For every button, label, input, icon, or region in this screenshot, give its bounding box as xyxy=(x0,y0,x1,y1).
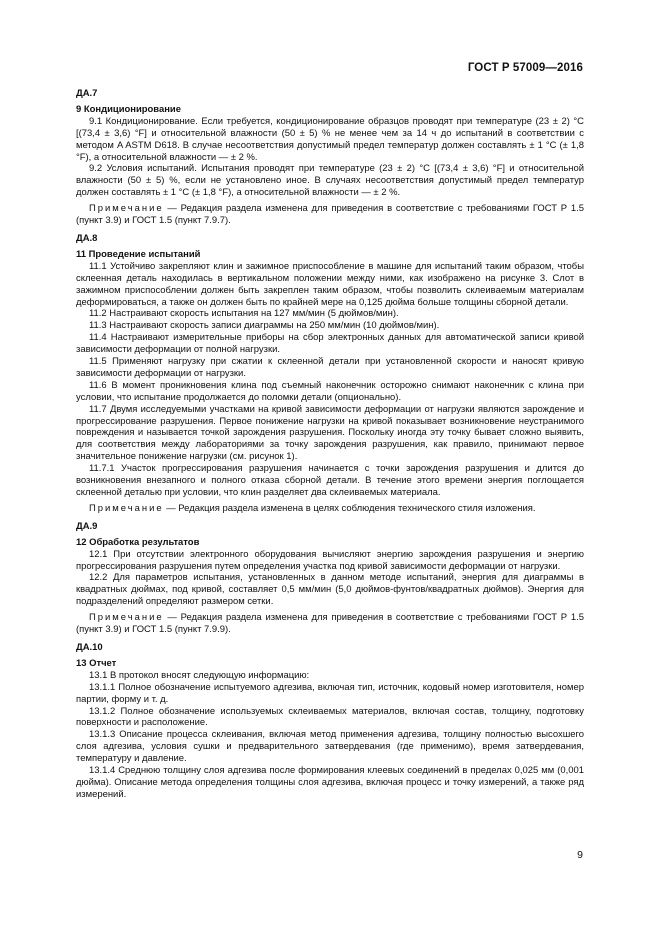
paragraph: 11.5 Применяют нагрузку при сжатии к склеенной детали при установленной скорости и наносят кривую зависимости деформации от нагрузки. xyxy=(76,356,584,379)
note-label: Примечание xyxy=(89,612,164,624)
section-title: 11 Проведение испытаний xyxy=(76,248,201,260)
paragraph: 9.1 Кондиционирование. Если требуется, кондиционирование образцов проводят при температуре (23 ± 2) °С [(73,4 ± 3,6) °F] и относительной влажности (50 ± 5) % не менее чем за 14 ч до испытаний в соответствии с методом A ASTM D618. В случае несоответствия допустимый предел температур должен составлять ± 1 °С (± 1,8 °F), а относительной влажности — ± 2 %. xyxy=(76,115,584,163)
paragraph: 11.1 Устойчиво закрепляют клин и зажимное приспособление в машине для испытаний таким образом, чтобы склеенная деталь находилась в вертикальном положении между ними, как изображено на рисунке 3. Слот в зажимном приспособлении должен быть закреплен таким образом, чтобы позволить склеиваемым материалам деформироваться, а также он должен быть по крайней мере на 0,125 дюйма больше толщины сборной детали. xyxy=(76,260,584,308)
paragraph: 13.1 В протокол вносят следующую информацию: xyxy=(89,669,310,681)
paragraph: 13.1.4 Среднюю толщину слоя адгезива после формирования клеевых соединений в пределах 0,025 мм (0,001 дюйма). Описание метода определения толщины слоя адгезива, включая процесс и точку измерений, а также ряд измерений. xyxy=(76,765,584,800)
paragraph: 11.7 Двумя исследуемыми участками на кривой зависимости деформации от нагрузки являются зарождение и прогрессирование разрушения. Первое понижение нагрузки на кривой показывает возникновение неустранимого повреждения и называется точкой зарождения разрушения. Поскольку иногда эту точку бывает сложно выявить, для соответствия между лабораториями за точку зарождения разрушения, как правило, принимают первое значительное понижение нагрузки (см. рисунок 1). xyxy=(76,403,584,463)
paragraph: 13.1.2 Полное обозначение используемых склеиваемых материалов, включая состав, толщину, подготовку поверхности и расположение. xyxy=(76,705,584,729)
section-title: 9 Кондиционирование xyxy=(76,103,181,115)
section-title: 13 Отчет xyxy=(76,657,117,669)
note-label: Примечание xyxy=(89,203,164,215)
paragraph: 9.2 Условия испытаний. Испытания проводят при температуре (23 ± 2) °С [(73,4 ± 3,6) °F] и относительной влажности (50 ± 5) %, если не установлено иное. В случаях несоответствия допустимый предел температур должен составлять ± 1 °С (± 1,8 °F), а относительной влажности — ± 2 %. xyxy=(76,163,584,199)
section-title: 12 Обработка результатов xyxy=(76,536,200,548)
section-id: ДА.8 xyxy=(76,232,98,244)
note xyxy=(76,203,584,227)
note xyxy=(76,503,584,515)
paragraph: 12.1 При отсутствии электронного оборудования вычисляют энергию зарождения разрушения и энергию прогрессирования разрушения путем определения участка под кривой зависимости деформации от нагрузки. xyxy=(76,548,584,572)
paragraph: 11.3 Настраивают скорость записи диаграммы на 250 мм/мин (10 дюймов/мин). xyxy=(89,320,440,332)
paragraph: 11.6 В момент проникновения клина под съемный наконечник осторожно снимают наконечник с клина при условии, что испытание продолжается до поломки детали (опционально). xyxy=(76,379,584,403)
note-label: Примечание xyxy=(89,502,164,514)
document-header: ГОСТ Р 57009—2016 xyxy=(467,62,583,74)
paragraph: 11.2 Настраивают скорость испытания на 127 мм/мин (5 дюймов/мин). xyxy=(89,308,399,320)
paragraph: 11.7.1 Участок прогрессирования разрушения начинается с точки зарождения разрушения и длится до возникновения внезапного и полного отказа сборной детали. В течение этого времени энергия поглощается склеенной деталью при условии, что клин разделяет два склеиваемых материала. xyxy=(76,463,584,498)
paragraph: 12.2 Для параметров испытания, установленных в данном методе испытаний, энергия для диаграммы в квадратных дюймах, под кривой, составляет 0,5 мм/мин (5,0 дюймов-фунтов/квадратных дюймов). Энергия для подразделений определяют размером сетки. xyxy=(76,572,584,608)
section-id: ДА.10 xyxy=(76,641,103,653)
paragraph: 11.4 Настраивают измерительные приборы на сбор электронных данных для автоматической записи кривой зависимости деформации от полной нагрузки. xyxy=(76,332,584,356)
page-number: 9 xyxy=(577,849,583,861)
paragraph: 13.1.3 Описание процесса склеивания, включая метод применения адгезива, толщину полностью высохшего слоя адгезива, условия сушки и предварительного затвердевания (где применимо), время затвердевания, температуру и давление. xyxy=(76,729,584,765)
section-id: ДА.7 xyxy=(76,88,98,99)
note-text: — Редакция раздела изменена в целях соблюдения технического стиля изложения. xyxy=(163,502,536,514)
note-text: — Редакция раздела изменена для приведения в соответствие с требованиями ГОСТ Р 1.5 (пункт 3.9) и ГОСТ 1.5 (пункт 7.9.7). xyxy=(76,203,584,227)
note-text: — Редакция раздела изменена для приведения в соответствие с требованиями ГОСТ Р 1.5 (пункт 3.9) и ГОСТ 1.5 (пункт 7.9.9). xyxy=(76,612,584,636)
document-body xyxy=(76,88,584,801)
note xyxy=(76,612,584,636)
section-id: ДА.9 xyxy=(76,520,98,532)
paragraph: 13.1.1 Полное обозначение испытуемого адгезива, включая тип, источник, кодовый номер изготовителя, номер партии, форму и т. д. xyxy=(76,681,584,705)
